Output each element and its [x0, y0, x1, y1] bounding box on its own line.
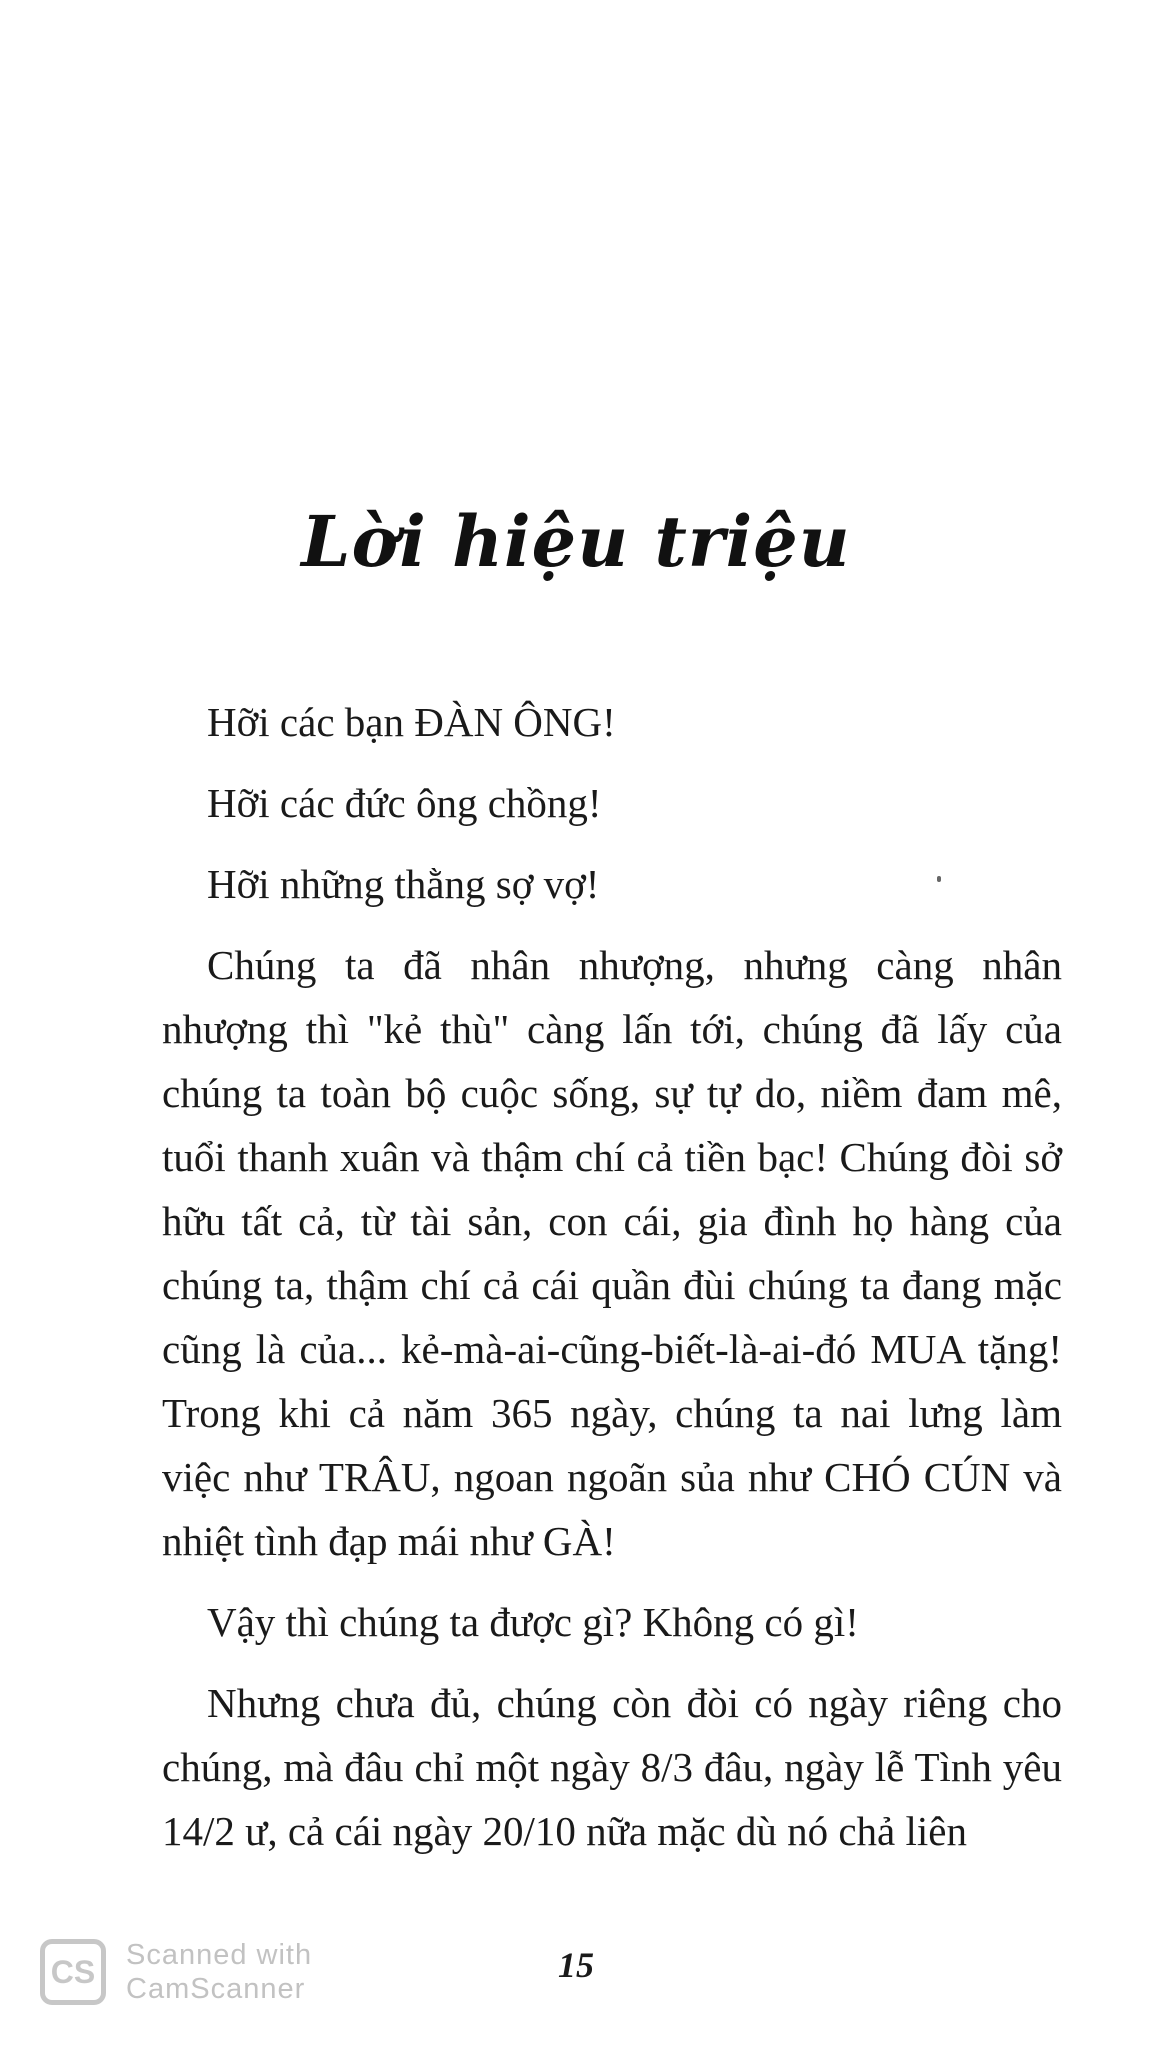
chapter-title: Lời hiệu triệu	[301, 500, 851, 583]
paragraph-3: Hỡi những thằng sợ vợ!	[207, 861, 600, 907]
paragraph-2: Hỡi các đức ông chồng!	[207, 780, 602, 826]
camscanner-watermark	[40, 1938, 312, 2006]
paragraph-6: Nhưng chưa đủ, chúng còn đòi có ngày riêng cho chúng, mà đâu chỉ một ngày 8/3 đâu, ngày lễ Tình yêu 14/2 ư, cả cái ngày 20/10 nữa mặc dù nó chả liên	[162, 1680, 1062, 1854]
camscanner-logo-icon: CS	[40, 1939, 106, 2005]
paragraph-1: Hỡi các bạn ĐÀN ÔNG!	[207, 699, 616, 745]
watermark-line-2: CamScanner	[126, 1973, 306, 2005]
body-text	[162, 690, 1062, 1880]
paragraph-4: Chúng ta đã nhân nhượng, nhưng càng nhân nhượng thì "kẻ thù" càng lấn tới, chúng đã lấy của chúng ta toàn bộ cuộc sống, sự tự do, niềm đam mê, tuổi thanh xuân và thậm chí cả tiền bạc! Chúng đòi sở hữu tất cả, từ tài sản, con cái, gia đình họ hàng của chúng ta, thậm chí cả cái quần đùi chúng ta đang mặc cũng là của... kẻ-mà-ai-cũng-biết-là-ai-đó MUA tặng! Trong khi cả năm 365 ngày, chúng ta nai lưng làm việc như TRÂU, ngoan ngoãn sủa như CHÓ CÚN và nhiệt tình đạp mái như GÀ!	[162, 942, 1062, 1564]
watermark-text	[126, 1938, 312, 2006]
watermark-line-1: Scanned with	[126, 1939, 313, 1971]
paragraph-5: Vậy thì chúng ta được gì? Không có gì!	[207, 1599, 859, 1645]
page-number: 15	[558, 1945, 594, 1985]
